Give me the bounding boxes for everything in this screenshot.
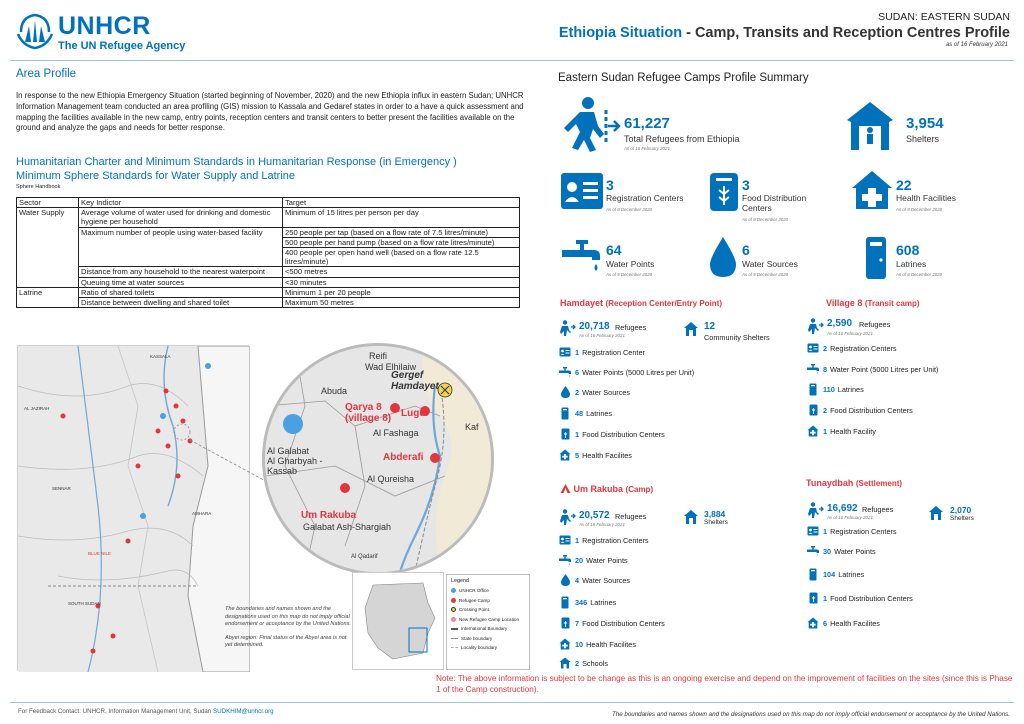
overview-map-graphic (18, 346, 250, 672)
map-label-kassala: KASSALA (150, 354, 171, 359)
facility-count: 6 (823, 618, 828, 628)
water-points-label: Water Points (606, 259, 655, 269)
sector-water: Water Supply (17, 208, 79, 288)
facility-label: Food Distribution Centers (582, 618, 665, 628)
water-drop-icon (558, 386, 572, 398)
target-cell: <30 minutes (283, 277, 520, 287)
latrine-icon (806, 568, 820, 581)
registration-value: 3 (606, 177, 614, 193)
facility-row (558, 367, 694, 378)
facility-count: 104 (823, 570, 836, 579)
village8-title (826, 298, 920, 308)
registration-center-icon (560, 172, 604, 210)
facility-label: Latrines (590, 598, 617, 607)
facility-count: 110 (823, 385, 835, 394)
zoom-label-wad-elhilaiw: Wad Elhilaiw (365, 362, 417, 372)
legend-item (451, 605, 525, 615)
facility-label: Schools (582, 658, 609, 668)
map-disclaimer-2: Abyei region: Final status of the Abyei area is not yet determined. (225, 634, 347, 649)
zoom-label-lugdi: Lugdi (401, 408, 429, 419)
water-points-value: 64 (606, 242, 622, 258)
shelters-icon (845, 100, 895, 152)
facility-row (806, 617, 880, 629)
facility-count: 30 (823, 547, 832, 556)
facility-row (558, 596, 616, 609)
health-icon (806, 425, 820, 437)
sector-latrine: Latrine (17, 287, 79, 307)
registration-icon (558, 347, 572, 357)
zoom-label-gergef: Gergef Hamdayet (391, 370, 439, 392)
facility-row (806, 383, 864, 396)
umrakuba-shelters-value: 3,884 (704, 509, 726, 519)
facility-label: Registration Centers (582, 535, 649, 545)
refugees-icon (560, 96, 622, 152)
indicator-cell: Queuing time at water sources (79, 277, 283, 287)
legend-item (451, 615, 525, 625)
food-distribution-icon (708, 172, 740, 212)
map-label-sennar: SENNAR (52, 486, 71, 491)
health-facilities-icon (851, 170, 893, 210)
facility-label: Registration Centers (830, 526, 897, 536)
unhcr-logo-icon (15, 12, 55, 50)
facility-row (806, 364, 938, 375)
registration-icon (806, 526, 820, 536)
map-disclaimer (225, 606, 353, 650)
title-rest: - Camp, Transits and Reception Centres Profile (682, 25, 1010, 41)
registration-icon (806, 343, 820, 353)
water-tap-icon (806, 546, 820, 557)
legend-item (451, 596, 525, 606)
facility-count: 2 (823, 405, 828, 415)
facility-label: Water Point (5000 Litres per Unit) (830, 365, 939, 374)
shelter-small-icon (683, 509, 699, 525)
facility-count: 346 (575, 598, 588, 607)
area-profile-title: Area Profile (16, 68, 77, 80)
water-points-date: As of 8 December 2020 (606, 272, 653, 277)
facility-row (558, 535, 649, 545)
facility-count: 2 (575, 658, 580, 668)
legend-label: International Boundary (461, 626, 508, 632)
new-camp-icon (451, 617, 456, 622)
facility-row (806, 343, 897, 353)
summary-title: Eastern Sudan Refugee Camps Profile Summary (558, 72, 809, 84)
indicator-cell: Distance between dwelling and shared toilet (79, 298, 283, 308)
map-label-bluenile: BLUE NILE (88, 551, 112, 556)
legend-item (451, 643, 525, 653)
legend-label: State boundary (461, 635, 493, 641)
footer-divider (10, 702, 1014, 703)
map-legend (446, 574, 530, 670)
legend-item (451, 634, 525, 644)
hamdayet-refugees-label: Refugees (615, 323, 647, 332)
facility-count: 1 (823, 526, 828, 536)
facility-row (558, 574, 630, 586)
water-tap-icon (558, 555, 572, 566)
facility-row (558, 617, 665, 629)
facility-row (558, 386, 630, 398)
village8-refugees-label: Refugees (859, 320, 891, 329)
facility-label: Water Points (834, 547, 876, 556)
facility-label: Water Sources (582, 575, 631, 585)
facility-count: 4 (575, 575, 580, 585)
hamdayet-name: Hamdayet (560, 298, 604, 308)
facility-label: Health Facilites (830, 618, 880, 628)
refugees-small-icon (806, 502, 824, 518)
facility-row (806, 546, 876, 557)
hamdayet-date: As of 16 February 2021 (579, 333, 625, 338)
camp-tent-icon (560, 483, 571, 494)
legend-label: Refugee Camp (459, 597, 490, 603)
facility-label: Registration Centers (830, 343, 897, 353)
food-icon (558, 617, 572, 629)
target-cell: 250 people per tap (based on a flow rate of 7.5 litres/minute) (283, 227, 520, 237)
target-cell: Maximum 50 metres (283, 298, 520, 308)
intro-paragraph: In response to the new Ethiopia Emergency Situation (started beginning of November, 2020) and the new Ethiopia influx in eastern Sudan; UNHCR Information Management team conducted an area profiling (GIS) mission to Kassala and Gedaref states in order to a have a quick assessment and mapping the facilities available in the new camp, entry points, reception centers and transit centers to better present the facilities available on the ground and analyze the gaps and needs for better response. (16, 91, 524, 133)
table-header: Key Indictor (79, 198, 283, 208)
facility-label: Registration Center (582, 347, 645, 357)
zoom-label-qarya8: Qarya 8 (village 8) (345, 402, 392, 424)
zoom-map (262, 343, 494, 575)
registration-label: Registration Centers (606, 193, 684, 203)
zoom-label-umrakuba: Um Rakuba (301, 510, 357, 521)
water-tap-icon (806, 364, 820, 375)
village8-name: Village 8 (826, 298, 863, 308)
facility-row (806, 404, 913, 416)
umrakuba-name: Um Rakuba (573, 484, 624, 494)
latrines-label: Latrines (896, 259, 927, 269)
tunaydbah-type: (Settlement) (855, 479, 903, 488)
legend-label: Locality boundary (461, 645, 498, 651)
refugee-camp-icon (451, 598, 456, 603)
overview-map (17, 345, 249, 671)
shelters-label: Shelters (906, 134, 940, 144)
standards-source: Sphere Handbook (16, 184, 61, 190)
hamdayet-type: (Reception Center/Entry Point) (605, 299, 722, 308)
facility-row (806, 425, 876, 437)
note-text: Note: The above information is subject to be change as this is an ongoing exercise and depend on the improvement of facilities on the sites (since this is Phase 1 of the Camp construction). (436, 674, 1013, 694)
village8-refugees-value: 2,590 (827, 318, 853, 329)
health-icon (558, 449, 572, 461)
facility-count: 2 (823, 343, 828, 353)
facility-row (806, 526, 897, 536)
facility-row (558, 657, 608, 669)
zoom-label-kaf: Kaf (465, 422, 479, 432)
map-label-south-sudan: SOUTH SUDAN (68, 601, 101, 606)
legend-label: Crossing Point (459, 607, 489, 613)
feedback-email-link[interactable]: SUDKHIM@unhcr.org (213, 708, 274, 715)
facility-row (806, 592, 913, 604)
zoom-label-alqureisha: Al Qureisha (367, 474, 415, 484)
tunaydbah-shelters-label: Shelters (950, 515, 974, 522)
table-header: Sector (17, 198, 79, 208)
water-sources-label: Water Sources (742, 259, 798, 269)
food-value: 3 (742, 177, 750, 193)
umrakuba-refugees-value: 20,572 (579, 510, 610, 521)
facility-row (558, 428, 665, 440)
facility-row (558, 638, 636, 650)
map-label-amhara: AMHARA (192, 511, 212, 516)
facility-count: 6 (575, 368, 580, 377)
feedback-contact (18, 708, 274, 715)
facility-label: Food Distribution Centers (582, 429, 665, 439)
facility-count: 1 (823, 426, 828, 436)
water-sources-value: 6 (742, 242, 750, 258)
standards-title: Humanitarian Charter and Minimum Standards in Humanitarian Response (in Emergency ) Minimum Sphere Standards for Water Supply and Latrine (16, 156, 457, 182)
facility-label: Health Facilites (586, 639, 637, 649)
umrakuba-type: (Camp) (625, 485, 654, 494)
supertitle: SUDAN: EASTERN SUDAN (878, 11, 1010, 23)
food-label: Food Distribution Centers (742, 193, 807, 213)
target-cell: Minimum 1 per 20 people (283, 287, 520, 297)
facility-count: 48 (575, 409, 584, 418)
facility-count: 20 (575, 556, 584, 565)
facility-label: Health Facility (830, 426, 876, 436)
zoom-label-galabat: Galabat Ash-Shargiah (303, 522, 392, 532)
water-source-icon (708, 236, 738, 278)
target-cell: <500 metres (283, 267, 520, 277)
facility-row (806, 568, 864, 581)
total-refugees-label: Total Refugees from Ethiopia (624, 134, 740, 144)
facility-count: 10 (575, 639, 584, 649)
shelter-small-icon (683, 321, 699, 337)
hamdayet-shelters-label: Community Shelters (704, 333, 770, 342)
latrines-date: As of 8 December 2020 (896, 272, 943, 277)
indicator-cell: Maximum number of people using water-based facility (79, 227, 283, 267)
facility-label: Food Distribution Centers (830, 593, 913, 603)
health-icon (806, 617, 820, 629)
table-row (17, 227, 520, 237)
tunaydbah-shelters-value: 2,070 (950, 505, 972, 515)
latrines-icon (864, 236, 888, 280)
water-point-icon (560, 238, 604, 274)
facility-row (558, 347, 645, 357)
legend-item (451, 624, 525, 634)
facility-count: 1 (823, 593, 828, 603)
legend-label: New Refugee Camp Location (459, 616, 520, 622)
facility-label: Latrines (837, 385, 864, 394)
facility-row (558, 407, 612, 420)
tunaydbah-title (806, 478, 902, 488)
facility-label: Health Facilites (582, 450, 632, 460)
zoom-label-alqadarif: Al Qadarif (351, 554, 378, 560)
latrine-icon (558, 596, 572, 609)
facility-count: 2 (575, 387, 580, 397)
page-title (559, 25, 1010, 41)
indicator-cell: Distance from any household to the nearest waterpoint (79, 267, 283, 277)
facility-label: Water Sources (582, 387, 631, 397)
facility-count: 1 (575, 429, 580, 439)
facility-count: 1 (575, 347, 580, 357)
facility-label: Latrines (838, 570, 865, 579)
table-row (17, 277, 520, 287)
legend-title: Legend (451, 578, 469, 584)
village8-date: As of 16 February 2021 (827, 331, 873, 336)
target-cell: Minimum of 15 litres per person per day (283, 208, 520, 227)
shelters-value: 3,954 (906, 115, 944, 132)
facility-label: Water Points (586, 556, 628, 565)
facility-row (558, 449, 632, 461)
village8-type: (Transit camp) (864, 299, 920, 308)
facility-count: 5 (575, 450, 580, 460)
legend-label: UNHCR Office (459, 588, 489, 594)
header-divider (10, 60, 1014, 61)
facility-label: Water Points (5000 Litres per Unit) (582, 368, 695, 377)
legend-item (451, 586, 525, 596)
indicator-cell: Average volume of water used for drinking and domestic hygiene per household (79, 208, 283, 227)
as-of-date: as of 16 February 2021 (945, 42, 1008, 48)
zoom-label-alfashaga: Al Fashaga (373, 428, 419, 438)
total-refugees-value: 61,227 (624, 115, 670, 132)
tunaydbah-name: Tunaydbah (806, 478, 854, 488)
water-drop-icon (558, 574, 572, 586)
total-refugees-date: As of 16 February 2021 (624, 146, 670, 151)
table-row (17, 298, 520, 308)
state-boundary-icon (451, 638, 458, 639)
international-boundary-icon (451, 628, 458, 630)
target-cell: 500 people per hand pump (based on a flow rate litres/minute) (283, 237, 520, 247)
footer-disclaimer: The boundaries and names shown and the designations used on this map do not imply official endorsement or acceptance by the United Nations. (612, 711, 1010, 718)
shelter-small-icon (928, 505, 944, 521)
org-name: UNHCR (58, 12, 151, 40)
health-label: Health Facilities (896, 193, 956, 203)
umrakuba-shelters-label: Shelters (704, 519, 728, 526)
refugees-small-icon (806, 318, 824, 334)
inset-map (352, 572, 444, 670)
food-icon (806, 404, 820, 416)
health-date: As of 8 December 2020 (896, 207, 943, 212)
table-row (17, 208, 520, 227)
hamdayet-refugees-value: 20,718 (579, 321, 610, 332)
facility-label: Food Distribution Centers (830, 405, 913, 415)
table-header: Target (283, 198, 520, 208)
standards-table (16, 197, 520, 308)
refugees-small-icon (558, 320, 576, 336)
food-icon (806, 592, 820, 604)
unhcr-office-icon (451, 588, 456, 593)
facility-count: 1 (575, 535, 580, 545)
water-tap-icon (558, 367, 572, 378)
water-sources-date: As of 8 December 2020 (742, 272, 789, 277)
map-disclaimer-1: The boundaries and names shown and the designations used on this map do not imply official endorsement or acceptance by the United Nations. (225, 606, 351, 628)
registration-date: As of 8 December 2020 (606, 207, 653, 212)
indicator-cell: Ratio of shared toilets (79, 287, 283, 297)
tunaydbah-refugees-label: Refugees (862, 505, 894, 514)
food-icon (558, 428, 572, 440)
hamdayet-title (560, 298, 722, 308)
zoom-label-abderafi: Abderafi (383, 452, 424, 463)
target-cell: 400 people per open hand well (based on a flow rate 12.5 litres/minute) (283, 248, 520, 267)
school-icon (558, 657, 572, 669)
crossing-point-icon (451, 607, 456, 612)
zoom-label-abuda: Abuda (321, 386, 348, 396)
title-situation: Ethiopia Situation (558, 25, 683, 41)
refugees-small-icon (558, 509, 576, 525)
table-row (17, 287, 520, 297)
latrines-value: 608 (896, 242, 920, 258)
health-icon (558, 638, 572, 650)
latrine-icon (806, 383, 820, 396)
registration-icon (558, 535, 572, 545)
inset-map-graphic (353, 573, 443, 669)
facility-count: 8 (823, 365, 828, 374)
umrakuba-refugees-label: Refugees (615, 512, 647, 521)
table-row (17, 267, 520, 277)
umrakuba-date: As of 16 February 2021 (579, 522, 625, 527)
map-label-aljazirah: AL JAZIRAH (24, 406, 50, 411)
table-header-row (17, 198, 520, 208)
facility-row (558, 555, 628, 566)
umrakuba-title (560, 483, 653, 494)
tunaydbah-date: As of 16 February 2021 (827, 515, 873, 520)
facility-label: Latrines (586, 409, 613, 418)
hamdayet-shelters-value: 12 (704, 321, 716, 332)
zoom-label-algalabat: Al Galabat Al Gharbyah - Kassab (267, 446, 323, 476)
latrine-icon (558, 407, 572, 420)
health-value: 22 (896, 177, 912, 193)
tunaydbah-refugees-value: 16,692 (827, 503, 858, 514)
feedback-prefix: For Feedback Contact: UNHCR, Information Management Unit, Sudan (18, 708, 212, 715)
facility-count: 7 (575, 618, 580, 628)
food-date: As of 8 December 2020 (742, 217, 789, 222)
org-subtitle: The UN Refugee Agency (58, 40, 186, 52)
locality-boundary-icon (451, 647, 458, 648)
zoom-label-reifi: Reifi (369, 351, 388, 361)
